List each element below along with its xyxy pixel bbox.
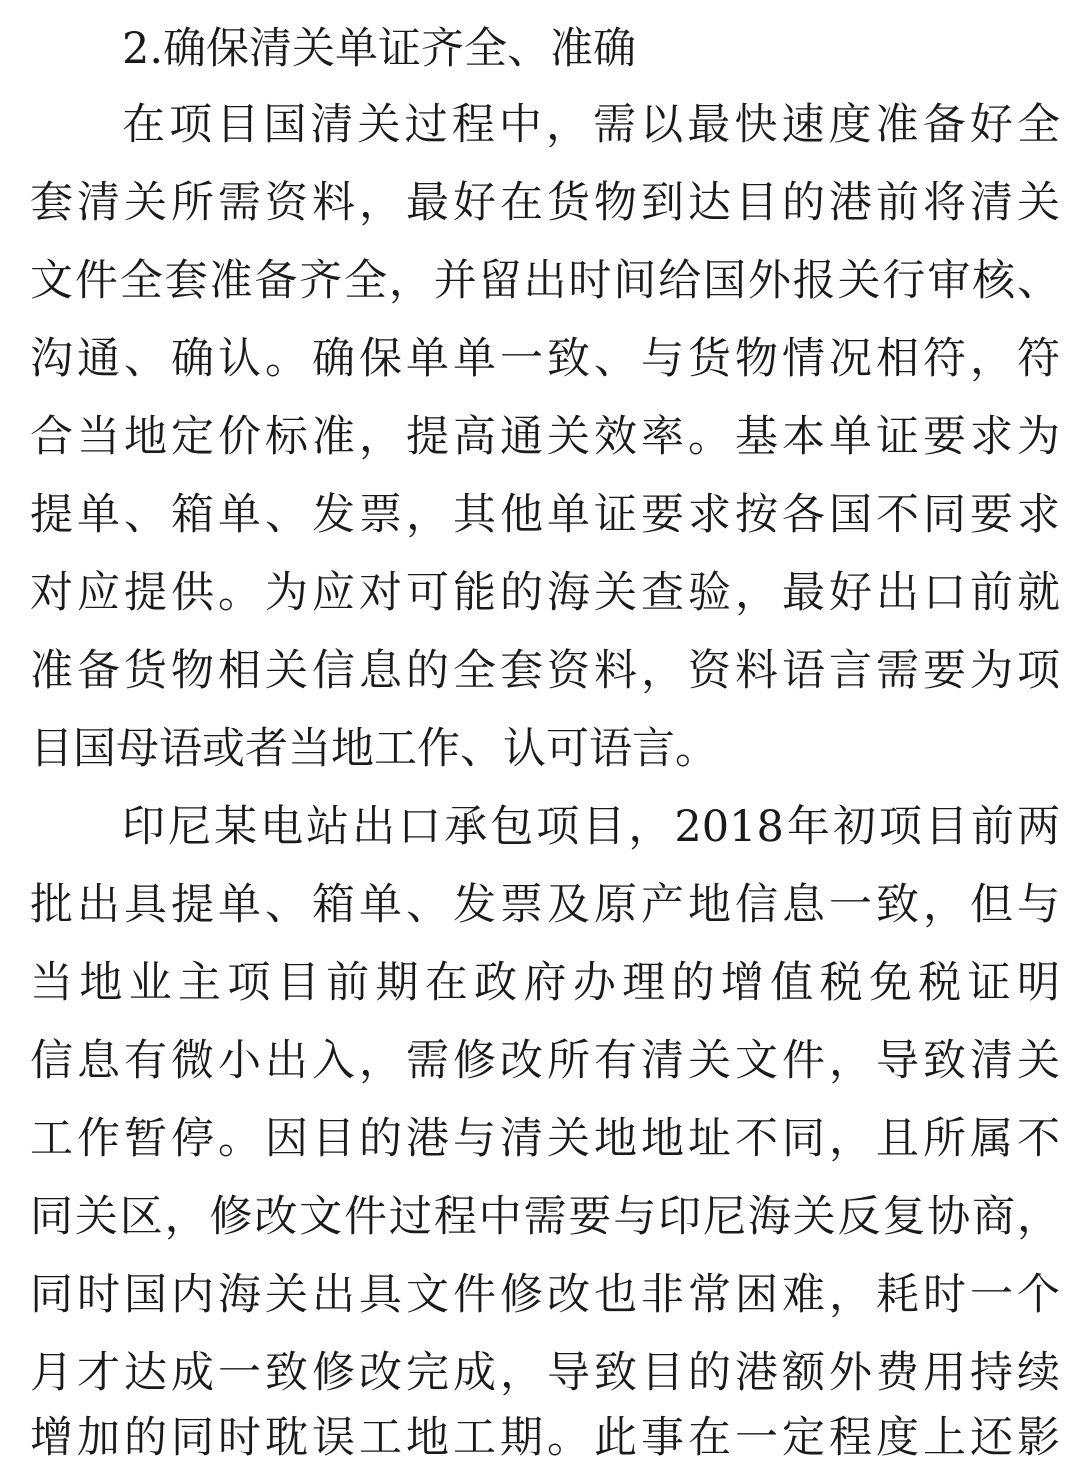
paragraph-line: 套清关所需资料，最好在货物到达目的港前将清关	[30, 178, 1060, 228]
paragraph-line: 在项目国清关过程中，需以最快速度准备好全	[122, 100, 1060, 150]
paragraph-line: 增加的同时耽误工地工期。此事在一定程度上还影	[30, 1413, 1060, 1460]
paragraph-line: 同关区，修改文件过程中需要与印尼海关反复协商，	[30, 1192, 1060, 1242]
paragraph-line: 对应提供。为应对可能的海关查验，最好出口前就	[30, 568, 1060, 618]
paragraph-line: 当地业主项目前期在政府办理的增值税免税证明	[30, 958, 1060, 1008]
paragraph-line: 提单、箱单、发票，其他单证要求按各国不同要求	[30, 490, 1060, 540]
paragraph-line: 月才达成一致修改完成，导致目的港额外费用持续	[30, 1348, 1060, 1398]
paragraph-line: 准备货物相关信息的全套资料，资料语言需要为项	[30, 646, 1060, 696]
paragraph-line: 批出具提单、箱单、发票及原产地信息一致，但与	[30, 880, 1060, 930]
paragraph-line: 沟通、确认。确保单单一致、与货物情况相符，符	[30, 334, 1060, 384]
section-heading: 2.确保清关单证齐全、准确	[122, 24, 637, 74]
paragraph-line: 信息有微小出入，需修改所有清关文件，导致清关	[30, 1036, 1060, 1086]
paragraph-line: 文件全套准备齐全，并留出时间给国外报关行审核、	[30, 256, 1060, 306]
paragraph-line: 目国母语或者当地工作、认可语言。	[30, 724, 718, 774]
paragraph-line: 同时国内海关出具文件修改也非常困难，耗时一个	[30, 1270, 1060, 1320]
paragraph-line: 工作暂停。因目的港与清关地地址不同，且所属不	[30, 1114, 1060, 1164]
paragraph-line: 合当地定价标准，提高通关效率。基本单证要求为	[30, 412, 1060, 462]
paragraph-line: 印尼某电站出口承包项目，2018年初项目前两	[122, 802, 1060, 852]
